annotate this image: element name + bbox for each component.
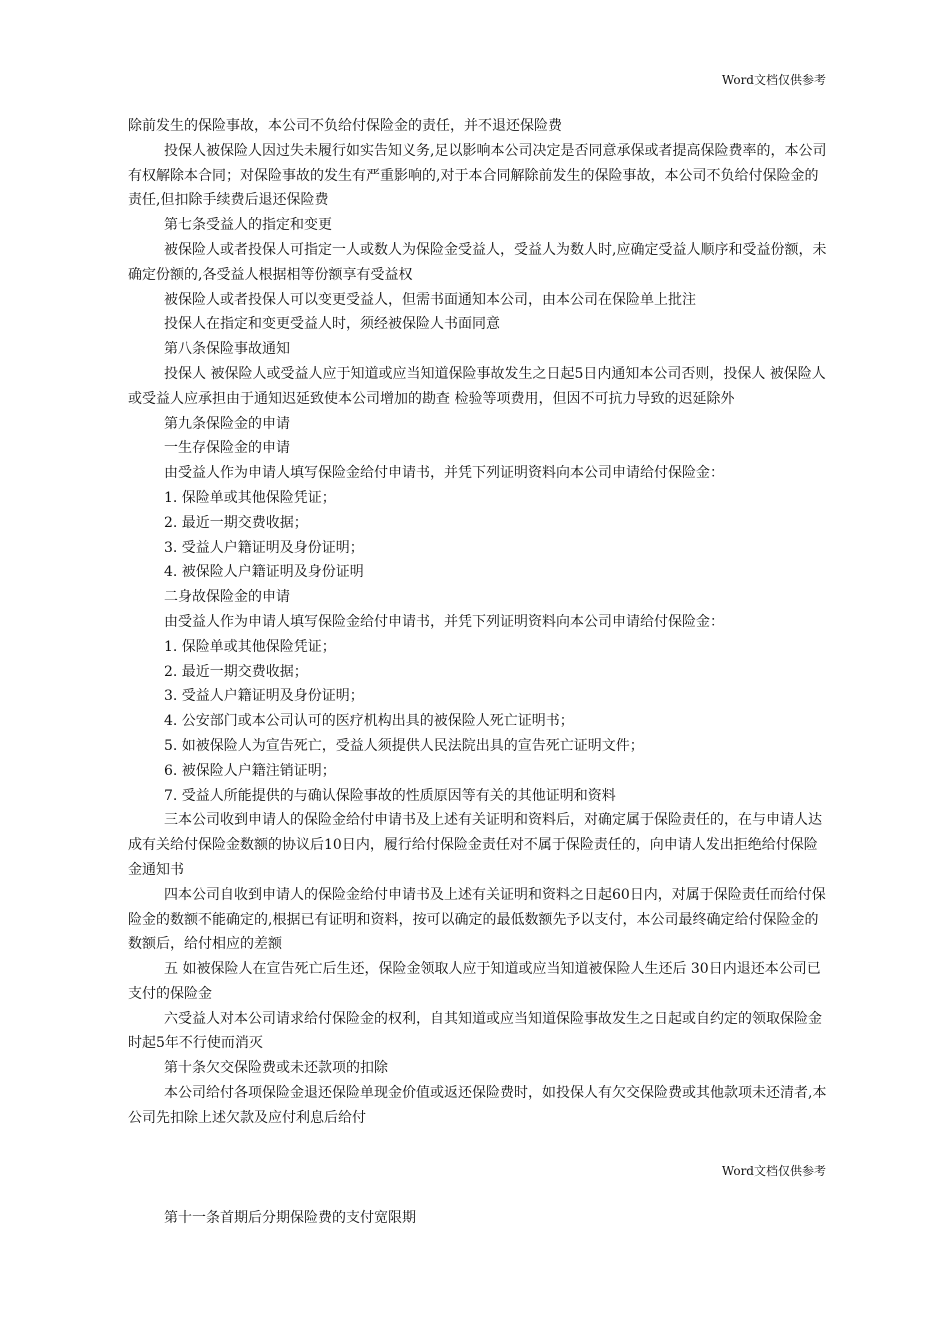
paragraph: 四本公司自收到申请人的保险金给付申请书及上述有关证明和资料之日起60日内，对属于保险责任而给付保险金的数额不能确定的,根据已有证明和资料，按可以确定的最低数额先予以支付，本公司最终确定给付保险金的数额后，给付相应的差额 [128, 886, 826, 953]
list-item: 1. 保险单或其他保险凭证； [164, 489, 336, 506]
section-heading: 第八条保险事故通知 [164, 341, 290, 358]
list-item: 7. 受益人所能提供的与确认保险事故的性质原因等有关的其他证明和资料 [164, 787, 616, 804]
paragraph: 投保人 被保险人或受益人应于知道或应当知道保险事故发生之日起5日内通知本公司否则，投保人 被保险人或受益人应承担由于通知迟延致使本公司增加的勘查 检验等项费用，但因不可抗力导致的迟延除外 [128, 365, 826, 407]
page-footer: Word文档仅供参考 [721, 1164, 826, 1178]
paragraph: 除前发生的保险事故，本公司不负给付保险金的责任，并不退还保险费 [128, 118, 562, 134]
paragraph: 投保人在指定和变更受益人时，须经被保险人书面同意 [164, 316, 500, 333]
paragraph: 投保人被保险人因过失未履行如实告知义务,足以影响本公司决定是否同意承保或者提高保险费率的，本公司有权解除本合同；对保险事故的发生有严重影响的,对于本合同解除前发生的保险事故，本公司不负给付保险金的责任,但扣除手续费后退还保险费 [128, 142, 827, 209]
page-header: Word文档仅供参考 [721, 73, 826, 87]
paragraph: 五 如被保险人在宣告死亡后生还，保险金领取人应于知道或应当知道被保险人生还后 30日内退还本公司已支付的保险金 [128, 961, 821, 1002]
list-item: 1. 保险单或其他保险凭证； [164, 638, 336, 655]
list-item: 5. 如被保险人为宣告死亡，受益人须提供人民法院出具的宣告死亡证明文件； [164, 737, 644, 754]
list-item: 4. 公安部门或本公司认可的医疗机构出具的被保险人死亡证明书； [164, 713, 574, 730]
list-item: 3. 受益人户籍证明及身份证明； [164, 539, 364, 556]
paragraph: 本公司给付各项保险金退还保险单现金价值或返还保险费时，如投保人有欠交保险费或其他款项未还清者,本公司先扣除上述欠款及应付利息后给付 [128, 1085, 827, 1126]
paragraph: 被保险人或者投保人可以变更受益人，但需书面通知本公司，由本公司在保险单上批注 [164, 291, 696, 308]
subsection-heading: 一生存保险金的申请 [164, 440, 290, 457]
list-item: 6. 被保险人户籍注销证明； [164, 762, 336, 779]
list-item: 2. 最近一期交费收据； [164, 514, 308, 531]
subsection-heading: 二身故保险金的申请 [164, 589, 290, 606]
section-heading: 第七条受益人的指定和变更 [164, 217, 332, 234]
document-body [128, 114, 828, 1131]
paragraph: 被保险人或者投保人可指定一人或数人为保险金受益人，受益人为数人时,应确定受益人顺序和受益份额，未确定份额的,各受益人根据相等份额享有受益权 [128, 241, 827, 283]
section-heading: 第十条欠交保险费或未还款项的扣除 [164, 1060, 388, 1077]
list-item: 3. 受益人户籍证明及身份证明； [164, 688, 364, 705]
paragraph: 由受益人作为申请人填写保险金给付申请书，并凭下列证明资料向本公司申请给付保险金： [164, 465, 724, 482]
paragraph: 六受益人对本公司请求给付保险金的权利，自其知道或应当知道保险事故发生之日起或自约定的领取保险金时起5年不行使而消灭 [128, 1010, 822, 1052]
paragraph: 三本公司收到申请人的保险金给付申请书及上述有关证明和资料后，对确定属于保险责任的，在与申请人达成有关给付保险金数额的协议后10日内，履行给付保险金责任对不属于保险责任的，向申请人发出拒绝给付保险金通知书 [128, 812, 822, 878]
list-item: 4. 被保险人户籍证明及身份证明 [164, 564, 364, 581]
section-heading: 第九条保险金的申请 [164, 415, 290, 432]
next-page-heading: 第十一条首期后分期保险费的支付宽限期 [164, 1210, 416, 1226]
list-item: 2. 最近一期交费收据； [164, 663, 308, 680]
paragraph: 由受益人作为申请人填写保险金给付申请书，并凭下列证明资料向本公司申请给付保险金： [164, 613, 724, 630]
